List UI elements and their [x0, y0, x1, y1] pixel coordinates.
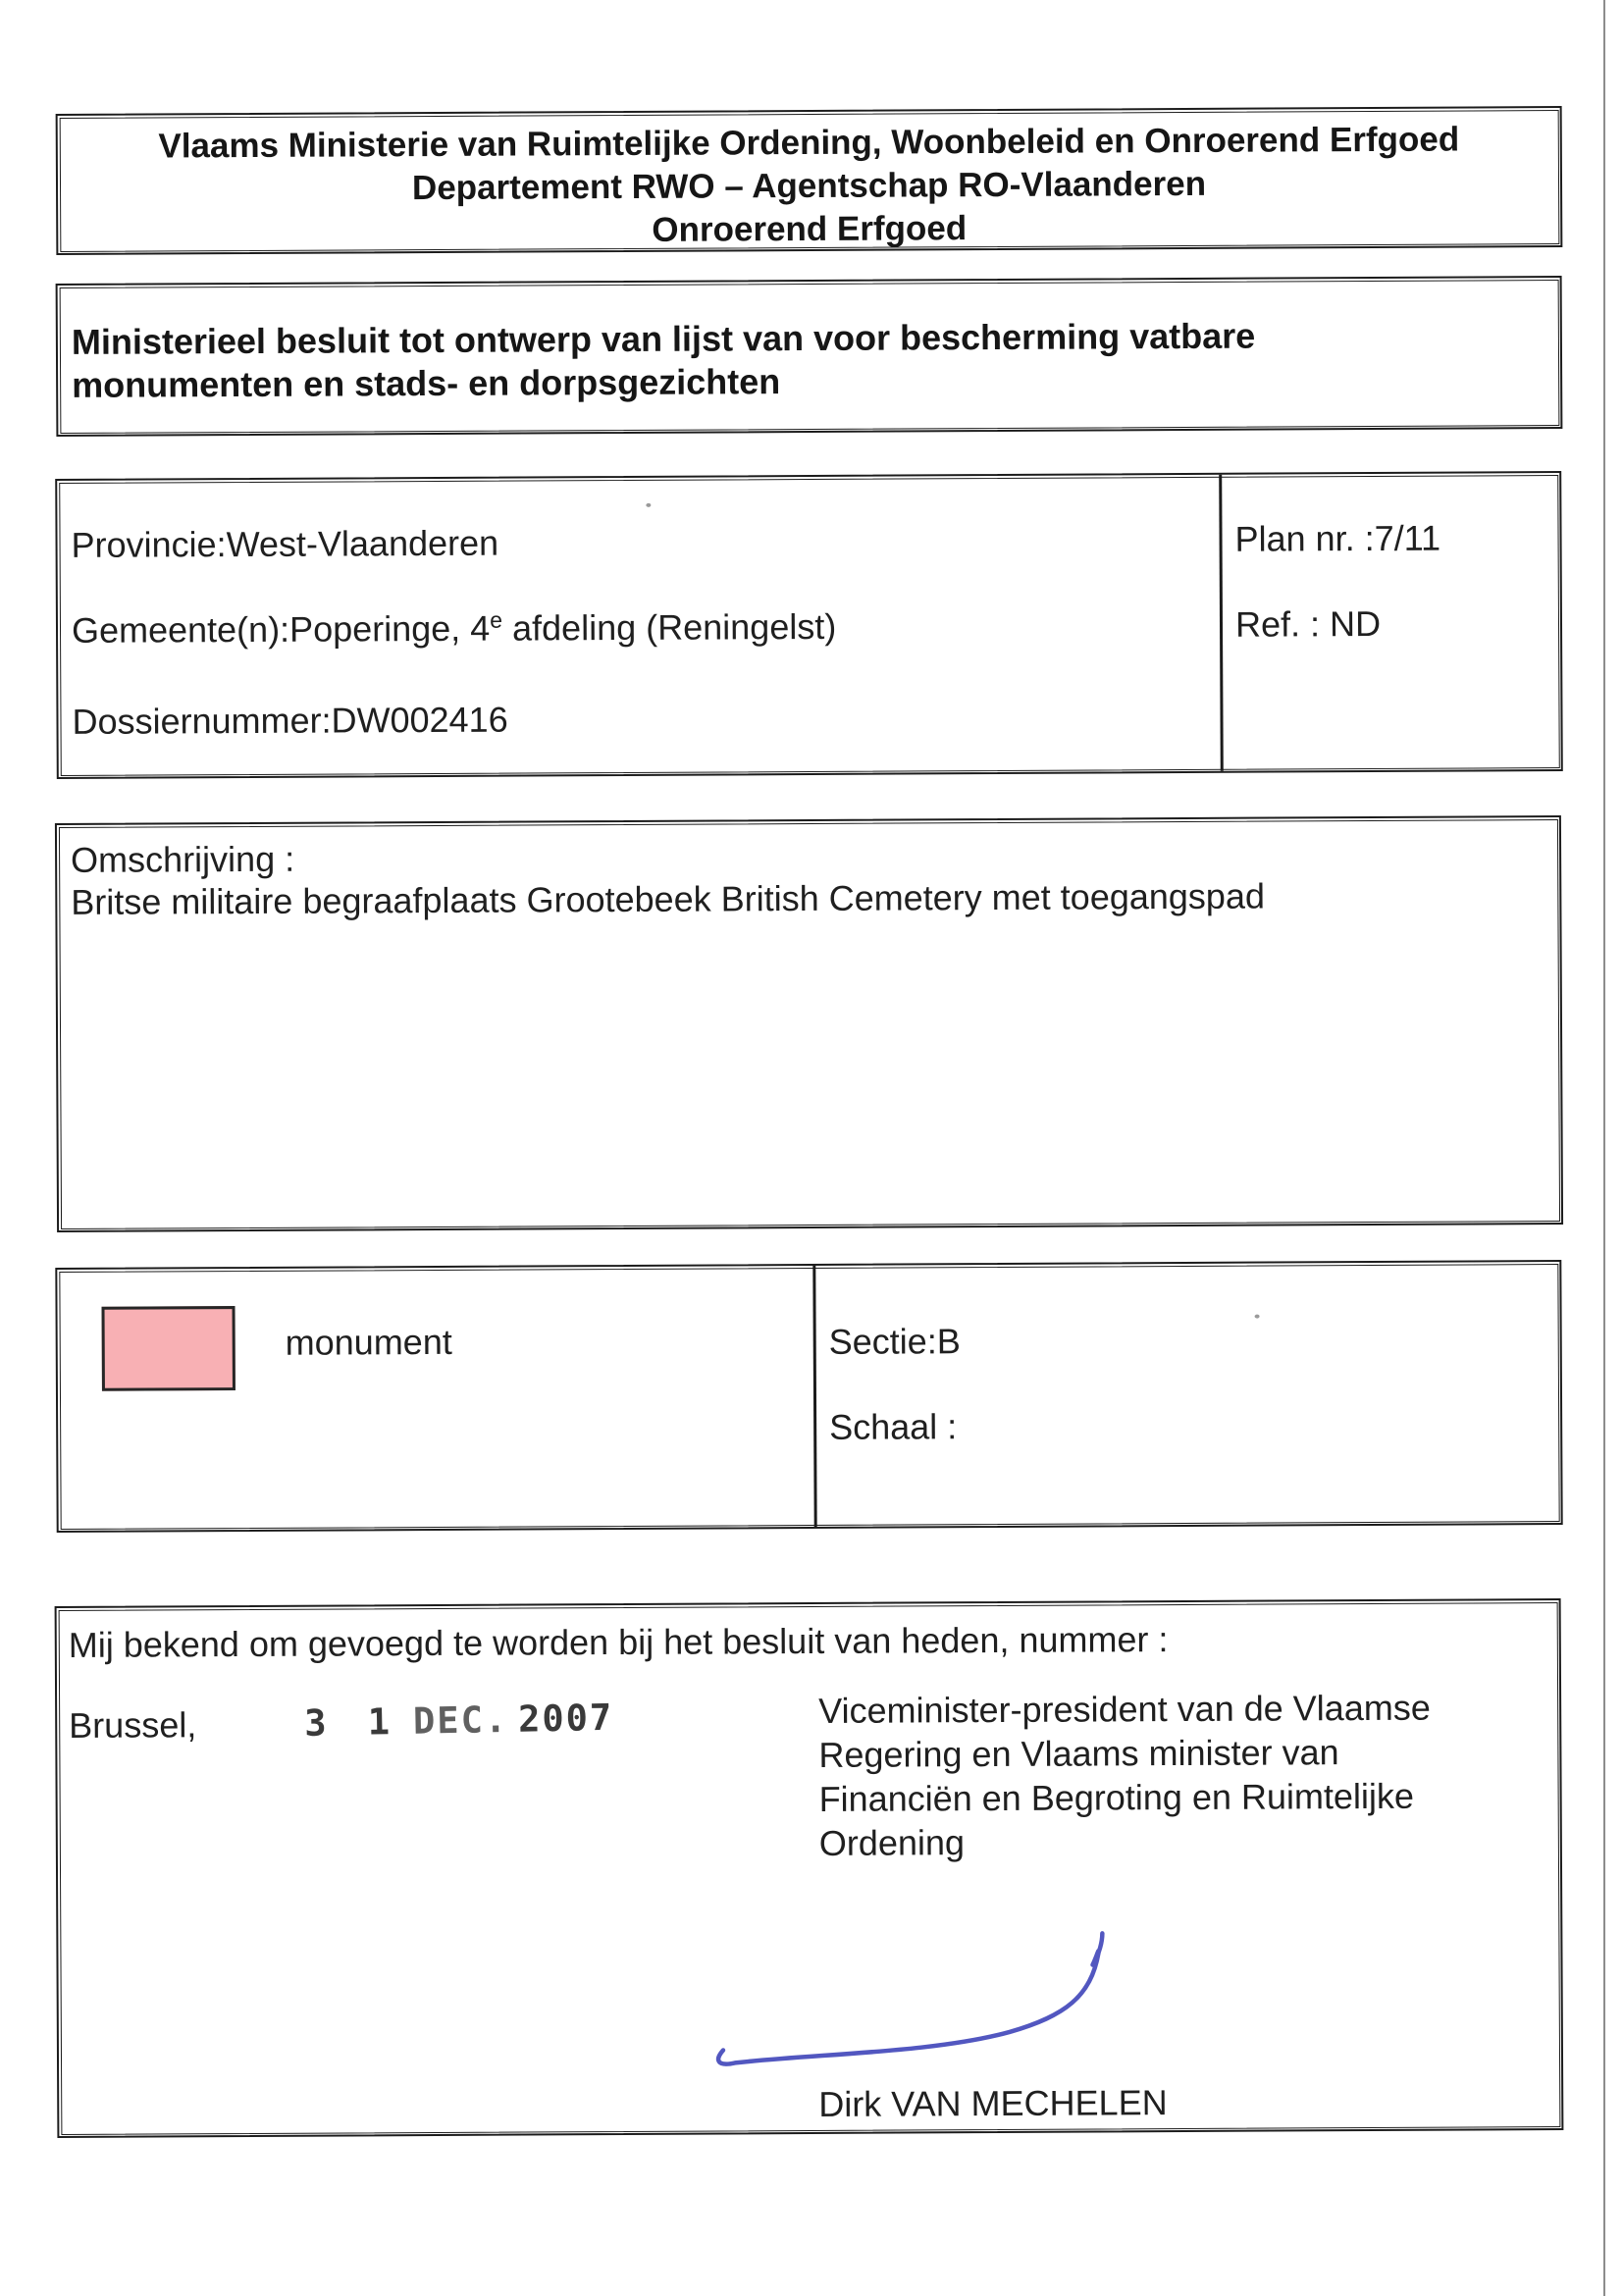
gemeente-suffix: afdeling (Reningelst): [501, 605, 837, 649]
signature-path: [717, 1933, 1103, 2063]
header-line-1: Vlaams Ministerie van Ruimtelijke Ordening, Woonbeleid en Onroerend Erfgoed: [158, 120, 1460, 166]
subject-line-2: monumenten en stads- en dorpsgezichten: [72, 361, 781, 405]
gemeente-prefix: Gemeente(n):Poperinge, 4: [71, 607, 491, 651]
provincie-text: Provincie:West-Vlaanderen: [71, 522, 499, 565]
intro-text: Mij bekend om gevoegd te worden bij het besluit van heden, nummer :: [68, 1619, 1169, 1665]
header-line-3: Onroerend Erfgoed: [652, 209, 968, 249]
legend-divider: [812, 1266, 816, 1527]
ref-text: Ref. : ND: [1234, 602, 1382, 645]
details-box: [55, 471, 1563, 779]
header-line-2: Departement RWO – Agentschap RO-Vlaanderen: [411, 164, 1207, 208]
minister-title: [818, 1686, 1432, 1865]
omschrijving-label: Omschrijving :: [71, 838, 295, 880]
schaal-text: Schaal :: [829, 1406, 958, 1447]
subject-line-1: Ministerieel besluit tot ontwerp van lijst van voor bescherming vatbare: [71, 315, 1256, 362]
city-text: Brussel,: [69, 1704, 197, 1746]
minister-name: Dirk VAN MECHELEN: [818, 2082, 1168, 2124]
sectie-text: Sectie:B: [828, 1321, 961, 1362]
minister-title-line-2: Regering en Vlaams minister van: [818, 1732, 1339, 1775]
omschrijving-description: Britse militaire begraafplaats Grootebeek British Cemetery met toegangspad: [71, 875, 1266, 922]
minister-title-line-4: Ordening: [818, 1822, 966, 1863]
dossiernummer-text: Dossiernummer:DW002416: [72, 699, 508, 742]
legend-box: [55, 1260, 1562, 1533]
date-stamp-year: 2007: [517, 1696, 614, 1741]
date-stamp: [304, 1696, 614, 1745]
scan-speck: [1255, 1315, 1260, 1319]
minister-title-line-1: Viceminister-president van de Vlaamse: [818, 1687, 1431, 1731]
gemeente-superscript: e: [490, 606, 503, 633]
date-stamp-day: 3 1: [303, 1700, 400, 1745]
header-box: [56, 106, 1563, 255]
minister-title-line-3: Financiën en Begroting en Ruimtelijke: [818, 1775, 1415, 1819]
monument-label: monument: [285, 1321, 452, 1363]
monument-swatch: [102, 1306, 236, 1391]
scan-artifact-line: [1603, 0, 1605, 2296]
date-stamp-month: DEC.: [412, 1697, 509, 1743]
scan-speck: [646, 503, 651, 507]
signature-stroke: [679, 1913, 1141, 2082]
omschrijving-box: [55, 815, 1563, 1232]
subject-box: [56, 276, 1563, 437]
plan-nr-text: Plan nr. :7/11: [1234, 517, 1441, 559]
signature-box: [55, 1598, 1564, 2138]
details-divider: [1219, 475, 1224, 771]
gemeente-text: [72, 605, 836, 652]
